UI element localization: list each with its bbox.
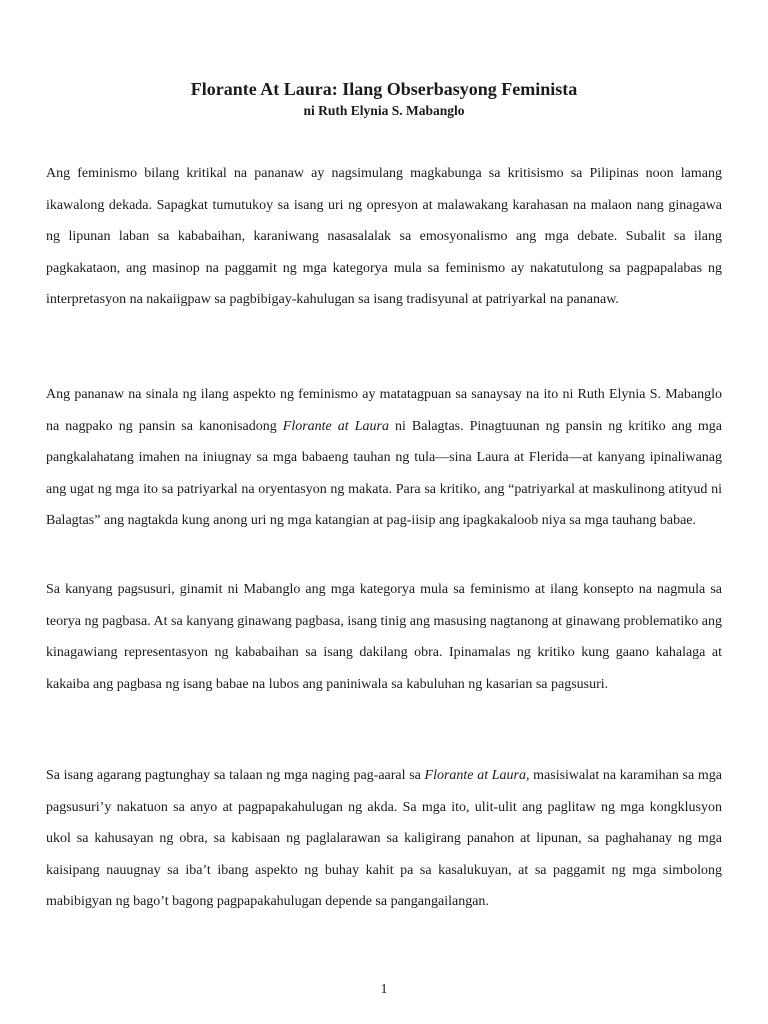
document-title: Florante At Laura: Ilang Obserbasyong Feminista	[190, 79, 578, 99]
page-number: 1	[380, 982, 388, 997]
paragraph-2	[46, 379, 722, 537]
paragraph-1-text: Ang feminismo bilang kritikal na pananaw ay nagsimulang magkabunga sa kritisismo sa Pilipinas noon lamang ikawalong dekada. Sapagkat tumutukoy sa isang uri ng opresyon at malawakang karahasan na malaon nang ginagawa ng lipunan laban sa kababaihan, karaniwang nasasalalak sa emosyonalismo ang mga debate. Subalit sa ilang pagkakataon, ang masinop na paggamit ng mga kategorya mula sa feminismo ay nakatutulong sa pagpapalabas ng interpretasyon na nakaiigpaw sa pagbibigay-kahulugan sa isang tradisyunal at patriyarkal na pananaw.	[46, 166, 722, 307]
author-byline: ni Ruth Elynia S. Mabanglo	[303, 103, 465, 118]
paragraph-2-work-title: Florante at Laura	[282, 418, 389, 434]
paragraph-4-text-start: Sa isang agarang pagtunghay sa talaan ng mga naging pag-aaral sa	[46, 768, 425, 783]
paragraph-3-text: Sa kanyang pagsusuri, ginamit ni Mabanglo ang mga kategorya mula sa feminismo at ilang konsepto na nagmula sa teorya ng pagbasa. At sa kanyang ginawang pagbasa, isang tinig ang masusing nagtanong at ginawang problematiko ang kinagawiang representasyon ng kababaihan sa isang dakilang obra. Ipinamalas ng kritiko kung gaano kahalaga at kakaiba ang pagbasa ng isang babae na lubos ang paniniwala sa kabuluhan ng kasarian sa pagsusuri.	[46, 582, 722, 692]
paragraph-4-work-title: Florante at Laura	[424, 768, 526, 783]
paragraph-2-text-start: Ang pananaw na sinala ng ilang aspekto ng feminismo ay matatagpuan sa sanaysay na ito ni Ruth Elynia S. Mabanglo na nagpako ng pansin sa kanonisadong	[46, 387, 722, 434]
paragraph-4	[46, 760, 722, 918]
paragraph-4-text-end: , masisiwalat na karamihan sa mga pagsusuri’y nakatuon sa anyo at pagpapakahulugan ng akda. Sa mga ito, ulit-ulit ang paglitaw ng mga kongklusyon ukol sa kahusayan ng obra, sa kabisaan ng paglalarawan sa kaligirang panahon at lipunan, sa paghahanay ng mga kaisipang nauugnay sa iba’t ibang aspekto ng buhay kahit pa sa kasalukuyan, at sa paggamit ng mga simbolong mabibigyan ng bago’t bagong pagpapakahulugan depende sa pangangailangan.	[46, 768, 722, 909]
paragraph-1	[46, 158, 722, 316]
paragraph-3	[46, 574, 722, 700]
paragraph-2-text-end: ni Balagtas. Pinagtuunan ng pansin ng kritiko ang mga pangkalahatang imahen na iniugnay sa mga babaeng tauhan ng tula—sina Laura at Flerida—at kanyang ipinaliwanag ang ugat ng mga ito sa patriyarkal na oryentasyon ng makata. Para sa kritiko, ang “patriyarkal at maskulinong atityud ni Balagtas” ang nagtakda kung anong uri ng mga katangian at pag-iisip ang ipagkakaloob niya sa mga tauhang babae.	[46, 418, 722, 528]
